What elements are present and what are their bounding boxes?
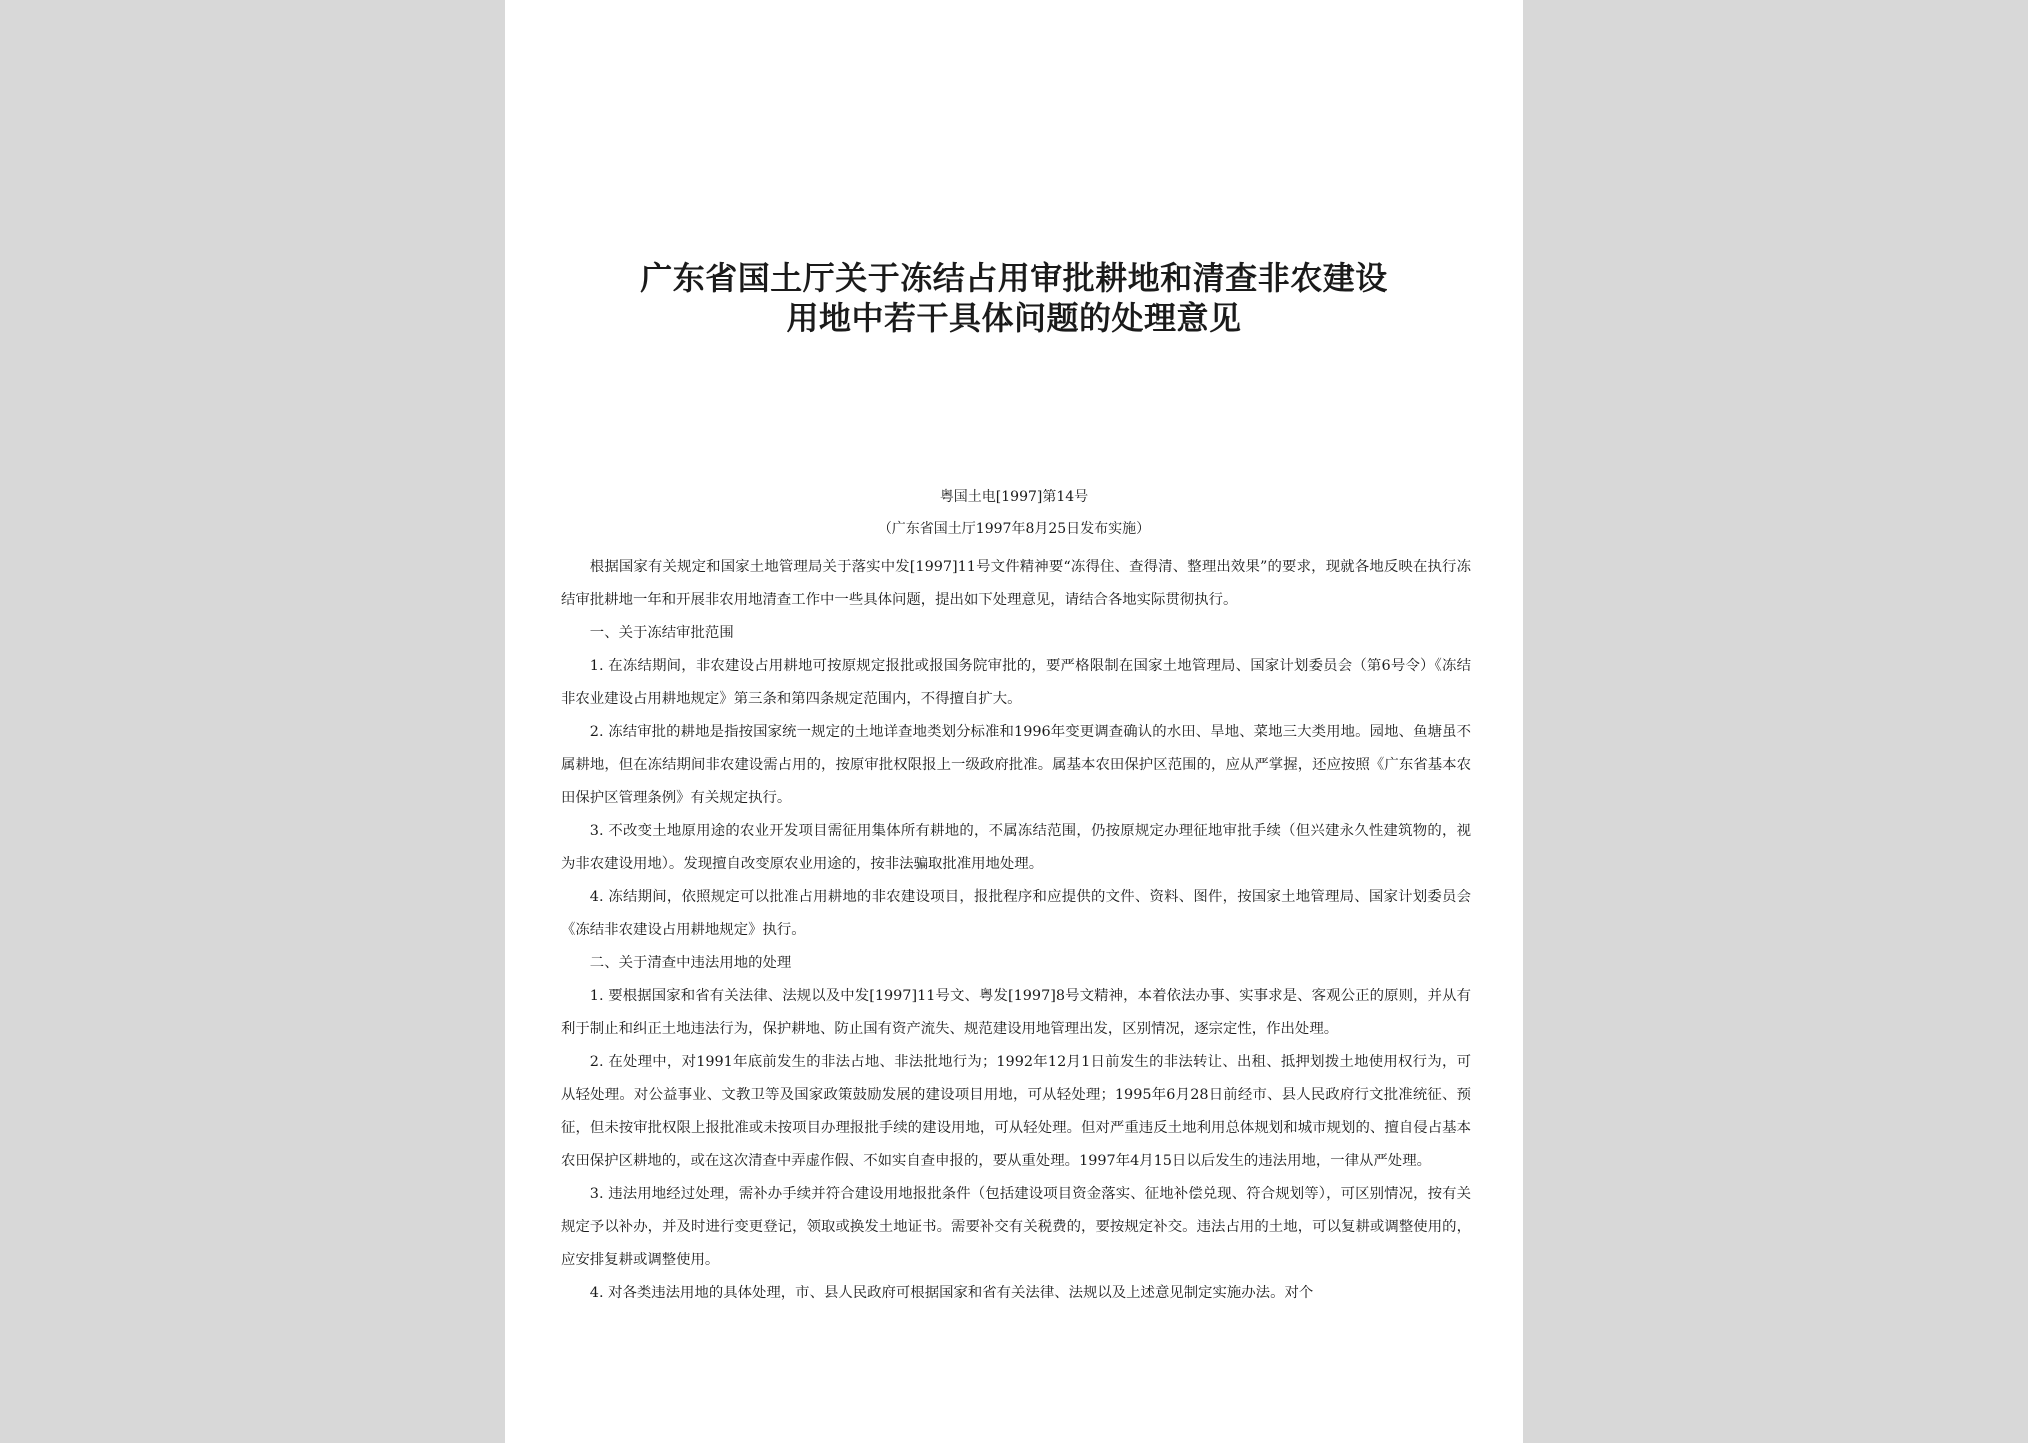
issue-note: （广东省国土厅1997年8月25日发布实施） — [877, 521, 1151, 537]
paragraph: 2. 冻结审批的耕地是指按国家统一规定的土地详查地类划分标准和1996年变更调查确认的水田、旱地、菜地三大类用地。园地、鱼塘虽不属耕地，但在冻结期间非农建设需占用的，按原审批权限报上一级政府批准。属基本农田保护区范围的，应从严掌握，还应按照《广东省基本农田保护区管理条例》有关规定执行。 — [561, 724, 1471, 806]
paragraph: 4. 冻结期间，依照规定可以批准占用耕地的非农建设项目，报批程序和应提供的文件、资料、图件，按国家土地管理局、国家计划委员会《冻结非农建设占用耕地规定》执行。 — [561, 889, 1471, 938]
section-heading: 一、关于冻结审批范围 — [589, 625, 734, 641]
paragraph: 2. 在处理中，对1991年底前发生的非法占地、非法批地行为；1992年12月1日前发生的非法转让、出租、抵押划拨土地使用权行为，可从轻处理。对公益事业、文教卫等及国家政策鼓励发展的建设项目用地，可从轻处理；1995年6月28日前经市、县人民政府行文批准统征、预征，但未按审批权限上报批准或未按项目办理报批手续的建设用地，可从轻处理。但对严重违反土地利用总体规划和城市规划的、擅自侵占基本农田保护区耕地的，或在这次清查中弄虚作假、不如实自查申报的，要从重处理。1997年4月15日以后发生的违法用地，一律从严处理。 — [561, 1054, 1471, 1169]
document-number: 粤国土电[1997]第14号 — [939, 489, 1089, 505]
paragraph: 1. 要根据国家和省有关法律、法规以及中发[1997]11号文、粤发[1997]8号文精神，本着依法办事、实事求是、客观公正的原则，并从有利于制止和纠正土地违法行为，保护耕地、防止国有资产流失、规范建设用地管理出发，区别情况，逐宗定性，作出处理。 — [561, 988, 1471, 1037]
paragraph: 4. 对各类违法用地的具体处理，市、县人民政府可根据国家和省有关法律、法规以及上述意见制定实施办法。对个 — [589, 1285, 1314, 1301]
document-title — [505, 258, 1523, 338]
paragraph: 1. 在冻结期间，非农建设占用耕地可按原规定报批或报国务院审批的，要严格限制在国家土地管理局、国家计划委员会（第6号令）《冻结非农业建设占用耕地规定》第三条和第四条规定范围内，不得擅自扩大。 — [561, 658, 1471, 707]
document-body — [561, 551, 1471, 1310]
paragraph: 3. 不改变土地原用途的农业开发项目需征用集体所有耕地的，不属冻结范围，仍按原规定办理征地审批手续（但兴建永久性建筑物的，视为非农建设用地）。发现擅自改变原农业用途的，按非法骗取批准用地处理。 — [561, 823, 1471, 872]
document-page — [505, 0, 1523, 1443]
section-heading: 二、关于清查中违法用地的处理 — [589, 955, 792, 971]
paragraph: 3. 违法用地经过处理，需补办手续并符合建设用地报批条件（包括建设项目资金落实、征地补偿兑现、符合规划等），可区别情况，按有关规定予以补办，并及时进行变更登记，领取或换发土地证书。需要补交有关税费的，要按规定补交。违法占用的土地，可以复耕或调整使用的，应安排复耕或调整使用。 — [561, 1186, 1471, 1268]
title-line-1: 广东省国土厅关于冻结占用审批耕地和清查非农建设 — [640, 259, 1388, 297]
paragraph: 根据国家有关规定和国家土地管理局关于落实中发[1997]11号文件精神要“冻得住、查得清、整理出效果”的要求，现就各地反映在执行冻结审批耕地一年和开展非农用地清查工作中一些具体问题，提出如下处理意见，请结合各地实际贯彻执行。 — [561, 559, 1471, 608]
title-line-2: 用地中若干具体问题的处理意见 — [786, 299, 1242, 337]
